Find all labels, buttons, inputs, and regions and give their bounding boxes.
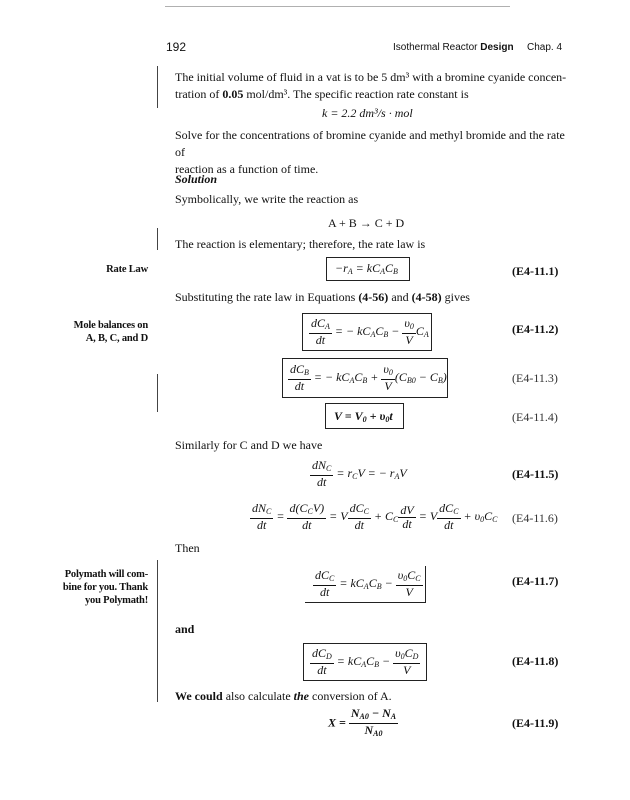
equation-label-4: (E4-11.4): [512, 410, 558, 424]
intro-line-1: The initial volume of fluid in a vat is to be 5 dm³ with a bromine cyanide concen-: [175, 70, 567, 84]
chapter-label: Chap. 4: [527, 42, 563, 53]
equation-box-3: [282, 358, 448, 398]
reaction-equation: A + B → C + D: [328, 216, 405, 230]
equation-label-5: (E4-11.5): [512, 467, 559, 481]
product-rule-expansion: $\frac{dN_C}{dt}$ = $\frac{d(C_CV)}{dt}$ = V $\frac{dC_C}{dt}$ + $C_C$ $\frac{dV}{dt}$ = V $\frac{dC_C}{dt}$ + $\upsilon_0C_C$: [252, 501, 498, 532]
mole-balance-c-concentration: $\frac{dC_C}{dt}$ = $kC_AC_B$ − $\frac{\upsilon_0C_C}{V}$: [315, 568, 421, 599]
conversion-equation: X = $\frac{N_{A0} - N_A}{N_{A0}}$: [328, 706, 397, 738]
intro-line-2: tration of 0.05 mol/dm³. The specific reaction rate constant is: [175, 87, 469, 101]
sidenote-mole-balances: Mole balances on A, B, C, and D: [73, 320, 148, 344]
equation-box-1: [326, 257, 410, 281]
sidenote-rate-law: Rate Law: [106, 264, 148, 275]
and-text: and: [175, 622, 195, 636]
rate-constant: k = 2.2 dm³/s · mol: [322, 106, 413, 120]
sidenote-polymath: Polymath will com- bine for you. Thank you Polymath!: [62, 569, 148, 606]
solve-paragraph: [175, 127, 575, 178]
running-title-bold: Design: [480, 42, 514, 53]
equation-label-3: (E4-11.3): [512, 371, 558, 385]
solution-heading: Solution: [175, 172, 218, 186]
equation-box-7: [305, 566, 426, 603]
running-title-prefix: Isothermal Reactor: [393, 42, 478, 53]
mole-balance-b: $\frac{dC_B}{dt}$ = − $kC_AC_B$ + $\frac{\upsilon_0}{V}$ $(C_{B0} - C_B)$: [290, 362, 447, 393]
equation-label-2: (E4-11.2): [512, 322, 559, 336]
equation-box-8: [303, 643, 427, 681]
volume-equation: $V = V_0 + \upsilon_0t$: [334, 409, 393, 424]
equation-label-9: (E4-11.9): [512, 716, 559, 730]
solve-line-1: Solve for the concentrations of bromine cyanide and methyl bromide and the rate of: [175, 128, 565, 159]
equation-label-1: (E4-11.1): [512, 264, 559, 278]
substituting-text: Substituting the rate law in Equations (4-56) and (4-58) gives: [175, 290, 470, 304]
equation-box-4: [325, 403, 404, 429]
rate-law-equation: $-r_A = kC_AC_B$: [335, 261, 398, 276]
elementary-text: The reaction is elementary; therefore, the rate law is: [175, 237, 426, 251]
margin-rule: [157, 560, 158, 702]
mole-balance-c: $\frac{dN_C}{dt}$ = $r_CV$ = − $r_AV$: [312, 458, 407, 489]
margin-rule: [157, 228, 158, 250]
equation-label-6: (E4-11.6): [512, 511, 558, 525]
conversion-text: We could also calculate the conversion of A.: [175, 689, 392, 703]
intro-paragraph: [175, 69, 575, 103]
running-title: [393, 42, 514, 53]
top-rule: [165, 6, 510, 7]
equation-label-8: (E4-11.8): [512, 654, 559, 668]
equation-label-7: (E4-11.7): [512, 574, 559, 588]
mole-balance-a: $\frac{dC_A}{dt}$ = − $kC_AC_B$ − $\frac{\upsilon_0}{V}$ $C_A$: [311, 316, 429, 347]
solve-line-2: reaction as a function of time.: [175, 162, 319, 176]
equation-box-2: [302, 313, 432, 351]
margin-rule: [157, 374, 158, 412]
similarly-text: Similarly for C and D we have: [175, 438, 323, 452]
concentration-value: 0.05: [222, 87, 244, 101]
page-number: 192: [166, 40, 187, 54]
mole-balance-d: $\frac{dC_D}{dt}$ = $kC_AC_B$ − $\frac{\upsilon_0C_D}{V}$: [312, 646, 419, 677]
then-text: Then: [175, 541, 200, 555]
margin-rule: [157, 66, 158, 108]
symbolically-text: Symbolically, we write the reaction as: [175, 192, 359, 206]
